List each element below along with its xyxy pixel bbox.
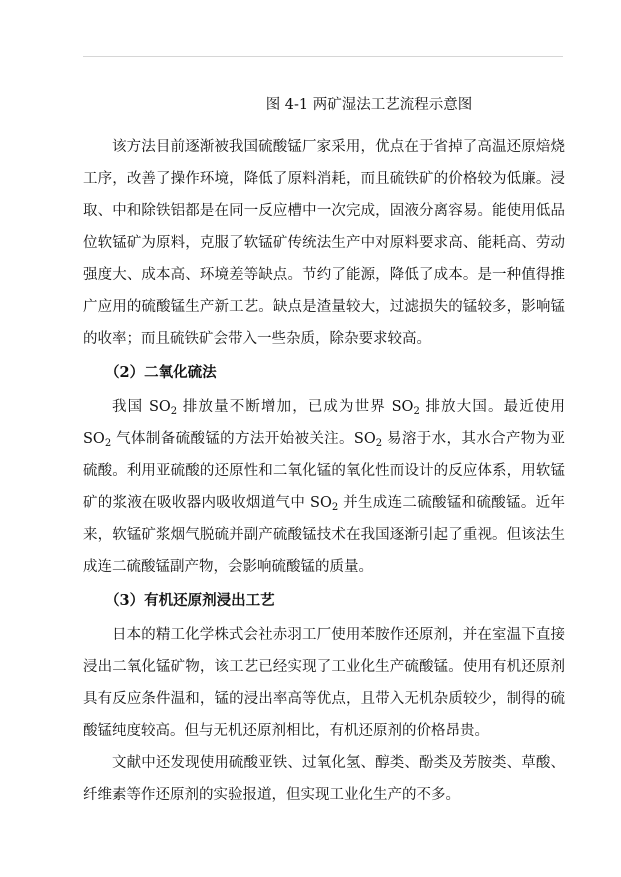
paragraph-pyrite-method: 该方法目前逐渐被我国硫酸锰厂家采用，优点在于省掉了高温还原焙烧工序，改善了操作环境，降低了原料消耗，而且硫铁矿的价格较为低廉。浸取、中和除铁铝都是在同一反应槽中一次完成，固液分离容易。能使用低品位软锰矿为原料，克服了软锰矿传统法生产中对原料要求高、能耗高、劳动强度大、成本高、环境差等缺点。节约了能源，降低了成本。是一种值得推广应用的硫酸锰生产新工艺。缺点是渣量较大，过滤损失的锰较多，影响锰的收率；而且硫铁矿会带入一些杂质，除杂要求较高。 (83, 139, 565, 347)
header-rule (83, 56, 563, 57)
figure-caption: 图 4-1 两矿湿法工艺流程示意图 (265, 97, 473, 113)
paragraph-organic-reductant: 日本的精工化学株式会社赤羽工厂使用苯胺作还原剂，并在室温下直接浸出二氧化锰矿物，该工艺已经实现了工业化生产硫酸锰。使用有机还原剂具有反应条件温和，锰的浸出率高等优点，且带入无机杂质较少，制得的硫酸锰纯度较高。但与无机还原剂相比，有机还原剂的价格昂贵。 (83, 627, 565, 739)
paragraph-literature: 文献中还发现使用硫酸亚铁、过氧化氢、醇类、酚类及芳胺类、草酸、纤维素等作还原剂的实验报道，但实现工业化生产的不多。 (83, 755, 565, 803)
section-heading-so2: （2）二氧化硫法 (105, 364, 217, 381)
paragraph-so2-method: 我国 $SO_2$ 排放量不断增加，已成为世界 $SO_2$ 排放大国。最近使用 $SO_2$ 气体制备硫酸锰的方法开始被关注。$SO_2$ 易溶于水，其水合产物为亚硫酸。利用亚硫酸的还原性和二氧化锰的氧化性而设计的反应体系，用软锰矿的浆液在吸收器内吸收烟道气中 $SO_2$ 并生成连二硫酸锰和硫酸锰。近年来，软锰矿浆烟气脱硫并副产硫酸锰技术在我国逐渐引起了重视。但该法生成连二硫酸锰副产物，会影响硫酸锰的质量。 (83, 399, 565, 575)
section-heading-organic-reductant: （3）有机还原剂浸出工艺 (105, 592, 275, 609)
document-body (83, 95, 565, 811)
